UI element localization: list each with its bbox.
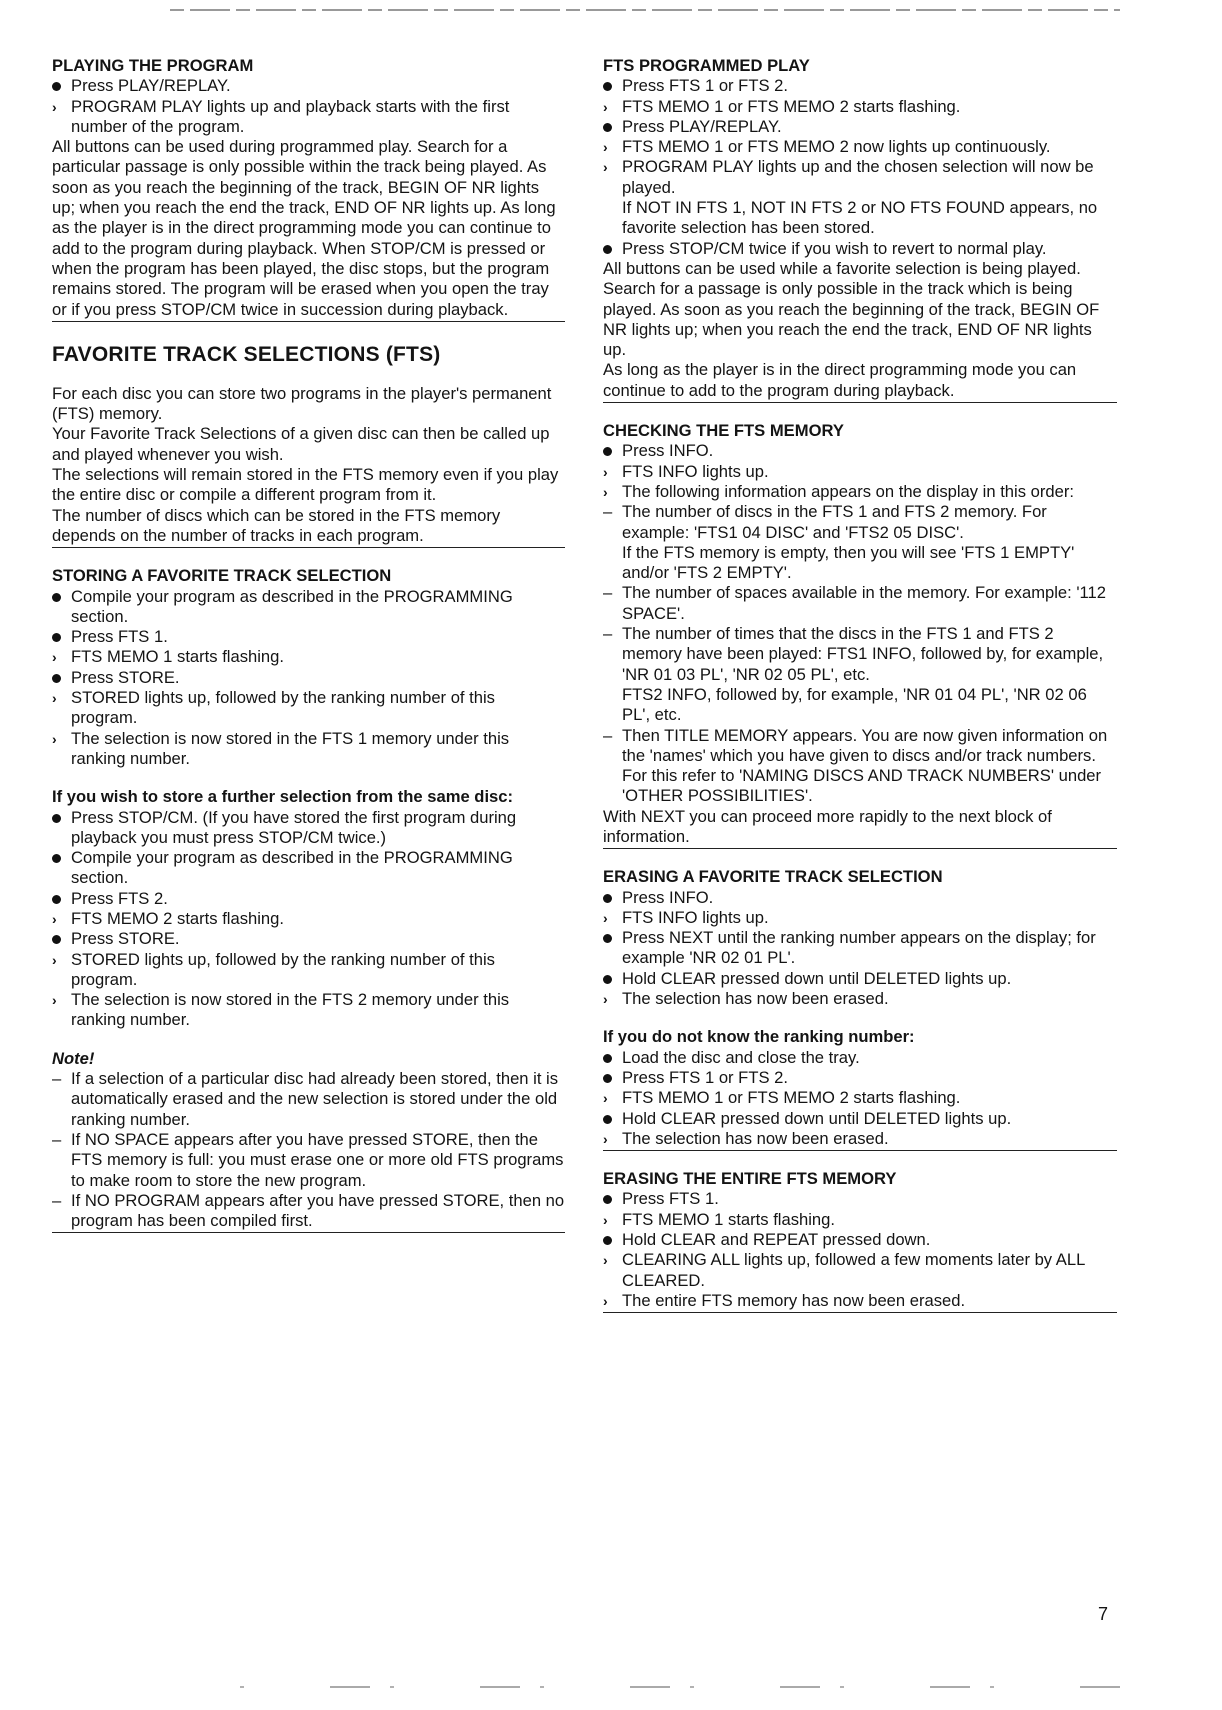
item-text: Press NEXT until the ranking number appears on the display; for example 'NR 02 01 PL'. [622,928,1096,968]
item-text: PROGRAM PLAY lights up and playback starts with the first number of the program. [71,96,510,136]
paragraph: Your Favorite Track Selections of a given disc can then be called up and played whenever you wish. [52,424,550,464]
bullet-icon [603,928,619,948]
item-text: Compile your program as described in the PROGRAMMING section. [71,586,513,626]
bullet-icon [603,117,619,137]
dash-item [603,624,1117,685]
step-item [52,668,565,688]
bullet-icon [52,668,68,688]
item-text: The selection has now been erased. [622,1128,889,1148]
step-item [603,888,1117,908]
result-arrow-icon: › [52,730,57,747]
subheading: If you wish to store a further selection from the same disc: [52,787,514,807]
result-item [52,729,565,770]
result-arrow-icon: › [52,690,57,707]
result-item [603,1129,1117,1149]
paragraph: All buttons can be used during programmed play. Search for a particular passage is only possible within the track being played. As soon as you reach the beginning of the track, BEGIN OF NR lights up; when you reach the end the track, END OF NR lights up. As long as the player is in the direct programming mode you can continue to add to the program during playback. When STOP/CM is pressed or when the program has been played, the disc stops, but the program remains stored. The program will be erased when you open the tray or if you press STOP/CM twice in succession during playback. [52,137,556,319]
paragraph: All buttons can be used while a favorite selection is being played. Search for a passage is only possible in the track which is being played. As soon as you reach the beginning of the track, BEGIN OF NR lights up; when you reach the end the track, END OF NR lights up. [603,258,1100,360]
bullet-icon [603,441,619,461]
result-item [603,137,1117,157]
result-item [52,688,565,729]
item-text: Then TITLE MEMORY appears. You are now given information on the 'names' which you have given to discs and/or track numbers. For this refer to 'NAMING DISCS AND TRACK NUMBERS' under 'OTHER POSSIBILITIES'. [622,725,1108,806]
result-arrow-icon: › [52,992,57,1009]
item-text: Press STORE. [71,929,180,949]
item-text: FTS INFO lights up. [622,907,769,927]
result-arrow-icon: › [603,139,608,156]
result-arrow-icon: › [603,991,608,1008]
item-text: The number of discs in the FTS 1 and FTS 2 memory. For example: 'FTS1 04 DISC' and 'FTS2 05 DISC'. [622,502,1047,542]
result-arrow-icon: › [603,159,608,176]
step-item [52,929,565,949]
item-text: If the FTS memory is empty, then you will see 'FTS 1 EMPTY' and/or 'FTS 2 EMPTY'. [622,542,1075,583]
result-arrow-icon: › [603,1252,608,1269]
section-erasing-a-favorite-track-selection [603,867,1117,1151]
step-item [52,587,565,628]
bullet-icon [52,627,68,647]
section-checking-the-fts-memory [603,421,1117,849]
item-text: FTS MEMO 1 starts flashing. [622,1209,836,1229]
section-storing-a-favorite-track-selection [52,566,565,1233]
step-item [603,441,1117,461]
dash-icon: – [52,1190,62,1210]
result-item [603,1088,1117,1108]
dash-icon: – [603,502,613,522]
item-text: If a selection of a particular disc had already been stored, then it is automatically erased and the new selection is stored under the old ranking number. [71,1069,559,1129]
bullet-icon [603,969,619,989]
result-item [52,909,565,929]
item-text: Press FTS 1 or FTS 2. [622,1067,788,1087]
item-text: Hold CLEAR pressed down until DELETED lights up. [622,968,1012,988]
result-item [603,157,1117,198]
result-item [52,97,565,138]
item-text: FTS MEMO 1 or FTS MEMO 2 starts flashing. [622,1088,961,1108]
item-text: Hold CLEAR and REPEAT pressed down. [622,1230,931,1250]
bullet-icon [603,1230,619,1250]
item-text: Press PLAY/REPLAY. [622,116,782,136]
result-item [603,1250,1117,1291]
section-favorite-track-selections-fts [52,342,565,548]
item-text: FTS MEMO 1 or FTS MEMO 2 starts flashing. [622,96,961,116]
section-erasing-the-entire-fts-memory [603,1169,1117,1313]
paragraph: The number of discs which can be stored in the FTS memory depends on the number of tracks in each program. [52,505,501,545]
dash-item [603,502,1117,543]
section-playing-the-program [52,56,565,322]
dash-item [603,583,1117,624]
result-arrow-icon: › [603,98,608,115]
dash-item [52,1069,565,1130]
section-heading: STORING A FAVORITE TRACK SELECTION [52,566,392,586]
result-item [52,950,565,991]
section-heading: FTS PROGRAMMED PLAY [603,56,810,75]
item-text: Load the disc and close the tray. [622,1047,860,1067]
result-item [603,482,1117,502]
bullet-icon [603,1048,619,1068]
bullet-icon [52,929,68,949]
result-arrow-icon: › [603,1211,608,1228]
section-heading: CHECKING THE FTS MEMORY [603,421,844,441]
result-arrow-icon: › [603,909,608,926]
dash-item [52,1191,565,1232]
step-item [603,1189,1117,1209]
item-text: Press PLAY/REPLAY. [71,76,231,96]
result-arrow-icon: › [603,463,608,480]
step-item [603,76,1117,96]
bullet-icon [603,239,619,259]
section-heading: ERASING A FAVORITE TRACK SELECTION [603,867,943,887]
item-text: The entire FTS memory has now been erased. [622,1290,966,1310]
indented-line [603,198,1117,239]
bullet-icon [603,76,619,96]
step-item [52,627,565,647]
step-item [603,1230,1117,1250]
item-text: FTS2 INFO, followed by, for example, 'NR 01 04 PL', 'NR 02 06 PL', etc. [622,684,1087,725]
chapter-title: FAVORITE TRACK SELECTIONS (FTS) [52,342,441,366]
item-text: Compile your program as described in the PROGRAMMING section. [71,848,513,888]
subheading: If you do not know the ranking number: [603,1027,915,1047]
item-text: Press FTS 1 or FTS 2. [622,76,788,96]
result-item [603,1291,1117,1311]
item-text: STORED lights up, followed by the ranking number of this program. [71,949,495,989]
indented-line [603,543,1117,584]
item-text: If NOT IN FTS 1, NOT IN FTS 2 or NO FTS FOUND appears, no favorite selection has been stored. [622,198,1098,238]
item-text: PROGRAM PLAY lights up and the chosen selection will now be played. [622,157,1094,197]
result-arrow-icon: › [52,98,57,115]
section-fts-programmed-play [603,56,1117,403]
step-item [603,239,1117,259]
result-arrow-icon: › [52,951,57,968]
step-item [52,848,565,889]
dash-icon: – [52,1129,62,1149]
result-item [603,908,1117,928]
page-number: 7 [1098,1604,1109,1624]
bullet-icon [52,808,68,828]
result-item [603,97,1117,117]
item-text: Hold CLEAR pressed down until DELETED lights up. [622,1108,1012,1128]
scan-artifact-top [170,9,1120,11]
result-item [603,462,1117,482]
result-arrow-icon: › [603,483,608,500]
step-item [603,1109,1117,1129]
item-text: Press FTS 1. [71,627,168,647]
item-text: CLEARING ALL lights up, followed a few moments later by ALL CLEARED. [622,1250,1085,1290]
section-heading: ERASING THE ENTIRE FTS MEMORY [603,1169,897,1189]
scan-artifact-bottom [240,1686,1140,1688]
item-text: The number of spaces available in the memory. For example: '112 SPACE'. [622,583,1107,623]
item-text: Press FTS 2. [71,888,168,908]
step-item [603,1048,1117,1068]
result-item [52,990,565,1031]
item-text: If NO SPACE appears after you have pressed STORE, then the FTS memory is full: you must erase one or more old FTS programs to make room to store the new program. [71,1129,564,1190]
dash-icon: – [603,624,613,644]
item-text: FTS MEMO 2 starts flashing. [71,908,285,928]
dash-item [52,1130,565,1191]
item-text: STORED lights up, followed by the ranking number of this program. [71,688,495,728]
step-item [603,928,1117,969]
result-arrow-icon: › [52,910,57,927]
indented-line [603,685,1117,726]
step-item [52,889,565,909]
item-text: FTS INFO lights up. [622,461,769,481]
bullet-icon [603,1109,619,1129]
item-text: The selection has now been erased. [622,989,889,1009]
right-column [603,56,1117,1331]
dash-icon: – [603,583,613,603]
result-item [603,989,1117,1009]
step-item [52,808,565,849]
result-arrow-icon: › [52,649,57,666]
result-arrow-icon: › [603,1090,608,1107]
paragraph: With NEXT you can proceed more rapidly to the next block of information. [603,806,1052,846]
left-column [52,56,565,1251]
item-text: The selection is now stored in the FTS 2 memory under this ranking number. [71,990,510,1030]
result-item [603,1210,1117,1230]
paragraph: For each disc you can store two programs in the player's permanent (FTS) memory. [52,383,552,424]
note-heading: Note! [52,1048,95,1068]
item-text: Press INFO. [622,441,714,461]
bullet-icon [52,587,68,607]
step-item [603,1068,1117,1088]
bullet-icon [52,76,68,96]
item-text: The selection is now stored in the FTS 1 memory under this ranking number. [71,728,510,768]
paragraph: The selections will remain stored in the FTS memory even if you play the entire disc or compile a different program from it. [52,465,559,505]
bullet-icon [603,888,619,908]
result-arrow-icon: › [603,1292,608,1309]
dash-icon: – [52,1069,62,1089]
item-text: Press FTS 1. [622,1189,719,1209]
item-text: The number of times that the discs in the FTS 1 and FTS 2 memory have been played: FTS1 INFO, followed by, for example, 'NR 01 03 PL', 'NR 02 05 PL', etc. [622,624,1104,684]
item-text: FTS MEMO 1 starts flashing. [71,647,285,667]
item-text: FTS MEMO 1 or FTS MEMO 2 now lights up continuously. [622,137,1051,157]
dash-icon: – [603,725,613,745]
paragraph: As long as the player is in the direct programming mode you can continue to add to the program during playback. [603,360,1077,400]
item-text: Press STORE. [71,667,180,687]
item-text: Press STOP/CM. (If you have stored the first program during playback you must press STOP/CM twice.) [71,807,517,847]
bullet-icon [52,889,68,909]
item-text: Press STOP/CM twice if you wish to revert to normal play. [622,238,1047,258]
item-text: The following information appears on the display in this order: [622,481,1074,501]
dash-item [603,726,1117,807]
step-item [603,117,1117,137]
bullet-icon [52,848,68,868]
result-item [52,647,565,667]
bullet-icon [603,1189,619,1209]
section-heading: PLAYING THE PROGRAM [52,56,254,75]
step-item [603,969,1117,989]
item-text: If NO PROGRAM appears after you have pressed STORE, then no program has been compiled first. [71,1190,565,1231]
item-text: Press INFO. [622,887,714,907]
result-arrow-icon: › [603,1130,608,1147]
step-item [52,76,565,96]
bullet-icon [603,1068,619,1088]
